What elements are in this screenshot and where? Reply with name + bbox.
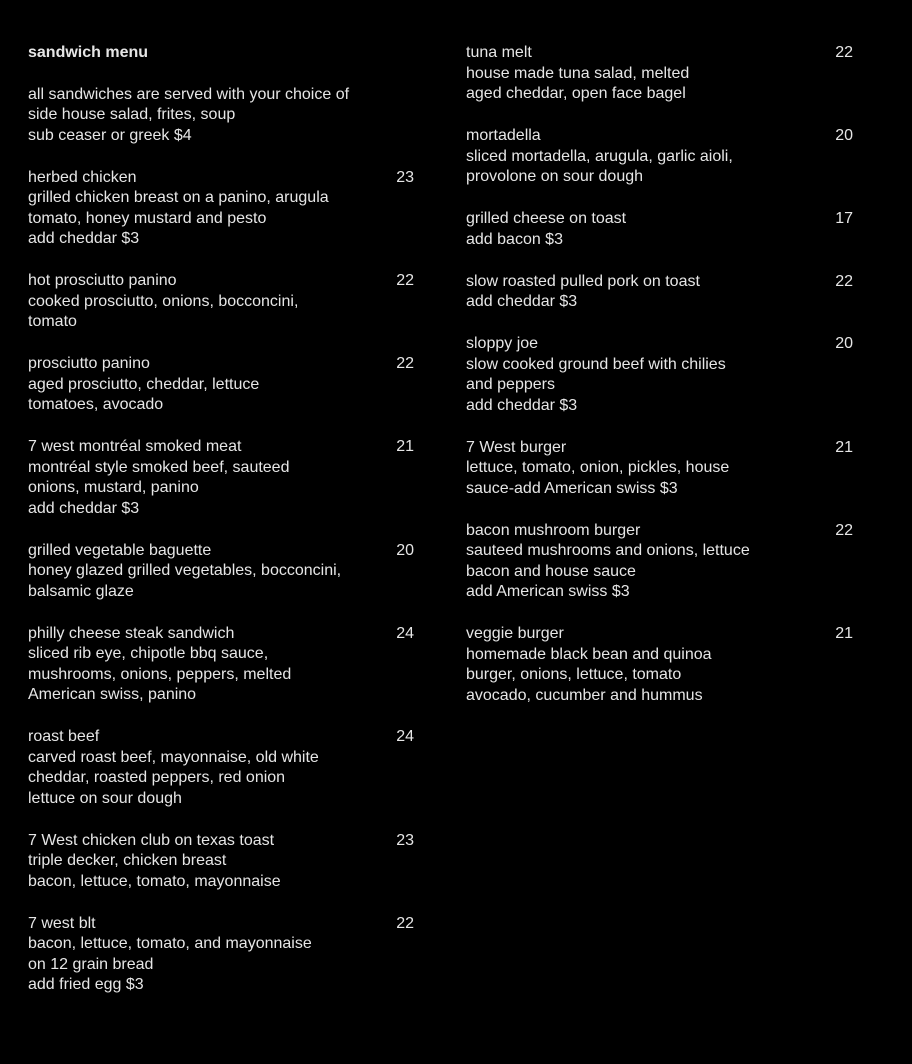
menu-item-header: [466, 334, 858, 355]
menu-item-description: house made tuna salad, melted: [466, 64, 690, 82]
menu-item-description: sauce-add American swiss $3: [466, 479, 678, 497]
menu-item-price: 20: [396, 541, 414, 559]
menu-item-description: provolone on sour dough: [466, 168, 644, 185]
menu-item: [466, 438, 858, 500]
menu-item: [28, 354, 420, 416]
menu-item: [28, 271, 420, 333]
menu-item: [466, 272, 858, 313]
menu-item-description: carved roast beef, mayonnaise, old white: [28, 748, 319, 766]
menu-item-header: [466, 272, 858, 293]
menu-item: [28, 914, 420, 996]
menu-item-header: [466, 438, 858, 459]
menu-intro: [28, 85, 420, 147]
menu-item-description: montréal style smoked beef, sauteed: [28, 458, 290, 476]
menu-item-description: balsamic glaze: [28, 582, 134, 600]
menu-item-description: grilled chicken breast on a panino, arugula: [28, 189, 329, 206]
menu-item-name: veggie burger: [466, 625, 564, 642]
menu-item: [28, 168, 420, 250]
intro-line: side house salad, frites, soup: [28, 106, 236, 123]
menu-item-header: [28, 271, 420, 292]
menu-item-header: [28, 727, 420, 748]
menu-title: sandwich menu: [28, 44, 149, 61]
intro-line: sub ceaser or greek $4: [28, 126, 192, 144]
menu-item-name: prosciutto panino: [28, 355, 150, 372]
menu-item-description: add cheddar $3: [466, 293, 578, 310]
menu-item: [466, 624, 858, 706]
menu-right-column: [466, 43, 858, 728]
menu-item-description: homemade black bean and quinoa: [466, 645, 712, 663]
menu-item-name: sloppy joe: [466, 335, 539, 352]
menu-item-description: sauteed mushrooms and onions, lettuce: [466, 542, 750, 559]
menu-item-name: hot prosciutto panino: [28, 272, 177, 289]
menu-item: [466, 209, 858, 250]
menu-item-description: lettuce on sour dough: [28, 789, 182, 807]
menu-item-header: [28, 831, 420, 852]
menu-item-price: 20: [835, 335, 853, 352]
menu-item-price: 22: [396, 914, 414, 932]
menu-item-price: 22: [396, 355, 414, 372]
menu-item-header: [466, 126, 858, 147]
menu-item-price: 21: [835, 625, 853, 642]
intro-line: all sandwiches are served with your choice of: [28, 85, 350, 103]
menu-item-price: 24: [396, 624, 414, 642]
menu-item-description: lettuce, tomato, onion, pickles, house: [466, 459, 730, 476]
menu-item-price: 17: [835, 210, 853, 227]
menu-item-description: add fried egg $3: [28, 976, 144, 993]
menu-item-header: [28, 437, 420, 458]
menu-item-header: [28, 541, 420, 562]
menu-item-price: 24: [396, 728, 414, 745]
menu-item-header: [28, 354, 420, 375]
menu-item-header: [466, 624, 858, 645]
menu-item-name: tuna melt: [466, 44, 532, 61]
menu-item-description: bacon, lettuce, tomato, mayonnaise: [28, 872, 281, 890]
menu-item: [28, 831, 420, 893]
menu-item-description: and peppers: [466, 376, 555, 393]
menu-item-name: grilled vegetable baguette: [28, 541, 212, 559]
menu-item-description: cheddar, roasted peppers, red onion: [28, 769, 286, 786]
menu-item-description: add bacon $3: [466, 230, 563, 248]
menu-item-description: honey glazed grilled vegetables, bocconcini,: [28, 562, 342, 579]
menu-item-description: onions, mustard, panino: [28, 479, 199, 496]
menu-item-description: aged cheddar, open face bagel: [466, 85, 686, 102]
menu-item-price: 23: [396, 168, 414, 186]
menu-item-description: mushrooms, onions, peppers, melted: [28, 665, 292, 683]
menu-item-description: cooked prosciutto, onions, bocconcini,: [28, 292, 299, 310]
menu-item-description: bacon and house sauce: [466, 562, 636, 580]
menu-item-price: 22: [396, 272, 414, 289]
menu-item-description: tomatoes, avocado: [28, 396, 164, 413]
right-menu-items: [466, 43, 858, 706]
menu-item-name: 7 west montréal smoked meat: [28, 438, 242, 455]
menu-item-price: 21: [835, 438, 853, 456]
menu-item-description: sliced mortadella, arugula, garlic aioli,: [466, 147, 733, 165]
menu-item-description: triple decker, chicken breast: [28, 852, 227, 869]
menu-item-price: 20: [835, 127, 853, 144]
menu-item-description: aged prosciutto, cheddar, lettuce: [28, 375, 260, 393]
menu-item-description: slow cooked ground beef with chilies: [466, 355, 726, 373]
menu-item: [28, 541, 420, 603]
menu-item-header: [466, 521, 858, 542]
menu-item: [28, 437, 420, 519]
menu-item-name: slow roasted pulled pork on toast: [466, 272, 700, 290]
menu-item-header: [28, 914, 420, 935]
menu-item-header: [466, 43, 858, 64]
menu-item-name: mortadella: [466, 127, 541, 144]
menu-item-price: 22: [835, 272, 853, 290]
menu-item-description: add cheddar $3: [466, 396, 578, 414]
menu-item-name: grilled cheese on toast: [466, 210, 627, 227]
menu-item-header: [466, 209, 858, 230]
menu-item-price: 21: [396, 438, 414, 455]
left-menu-items: [28, 168, 420, 996]
menu-item-name: philly cheese steak sandwich: [28, 624, 235, 642]
menu-item: [466, 43, 858, 105]
menu-item-description: tomato, honey mustard and pesto: [28, 209, 267, 227]
menu-item-price: 22: [835, 521, 853, 539]
menu-item-description: avocado, cucumber and hummus: [466, 686, 703, 704]
menu-item-description: sliced rib eye, chipotle bbq sauce,: [28, 645, 269, 662]
menu-item-description: bacon, lettuce, tomato, and mayonnaise: [28, 935, 312, 952]
menu-item-name: 7 West chicken club on texas toast: [28, 831, 275, 849]
menu-item-description: add cheddar $3: [28, 230, 140, 247]
menu-item: [466, 521, 858, 603]
menu-item-header: [28, 624, 420, 645]
menu-item-name: herbed chicken: [28, 168, 137, 186]
menu-item: [466, 126, 858, 188]
menu-item-name: 7 west blt: [28, 914, 96, 932]
menu-item-description: add American swiss $3: [466, 583, 630, 600]
menu-item-header: [28, 168, 420, 189]
menu-item-price: 22: [835, 44, 853, 61]
menu-item-description: burger, onions, lettuce, tomato: [466, 666, 682, 683]
menu-item-name: bacon mushroom burger: [466, 521, 641, 539]
menu-item-description: American swiss, panino: [28, 686, 197, 703]
menu-item-name: roast beef: [28, 728, 100, 745]
menu-item: [28, 624, 420, 706]
menu-item-name: 7 West burger: [466, 438, 567, 456]
menu-item-description: add cheddar $3: [28, 499, 140, 517]
menu-item: [466, 334, 858, 416]
menu-item-description: on 12 grain bread: [28, 955, 154, 973]
menu-item: [28, 727, 420, 809]
menu-item-description: tomato: [28, 313, 77, 330]
menu-left-column: [28, 43, 420, 1017]
menu-item-price: 23: [396, 831, 414, 849]
